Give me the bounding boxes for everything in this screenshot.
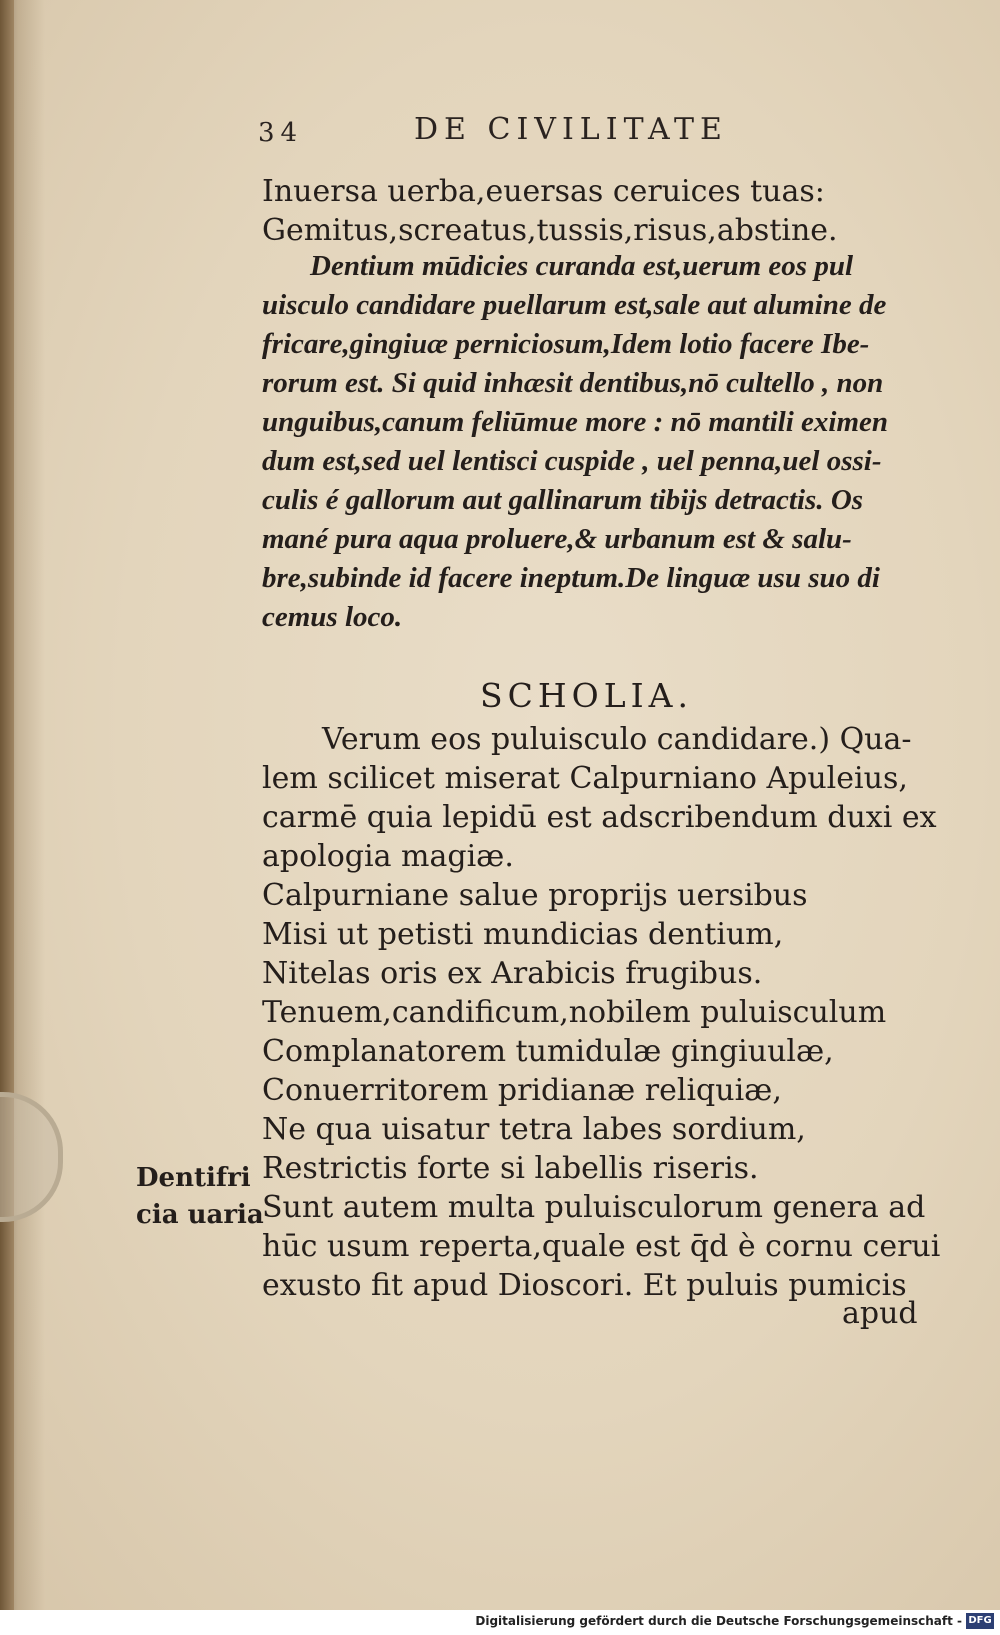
verse-line: Gemitus,screatus,tussis,risus,abstine. <box>262 213 838 248</box>
poem-line: Tenuem,candificum,nobilem puluisculum <box>262 995 887 1030</box>
margin-note-line: cia uaria <box>136 1200 264 1230</box>
footer-bar <box>0 1610 1000 1635</box>
scholia-line: Sunt autem multa puluisculorum genera ad <box>262 1190 926 1225</box>
margin-note-line: Dentifri <box>136 1163 251 1193</box>
dfg-logo: DFG <box>966 1613 994 1629</box>
running-title: DE CIVILITATE <box>414 112 728 147</box>
page-header <box>0 112 1000 152</box>
scholia-line: Verum eos puluisculo candidare.) Qua- <box>322 722 912 757</box>
poem-line: Restrictis forte si labellis riseris. <box>262 1151 759 1186</box>
main-paragraph <box>262 247 922 637</box>
margin-note <box>136 1160 264 1234</box>
paragraph-line: mané pura aqua proluere,& urbanum est & salu- <box>262 523 852 555</box>
paragraph-line: bre,subinde id facere ineptum.De linguæ usu suo di <box>262 562 880 594</box>
funding-credit: Digitalisierung gefördert durch die Deutsche Forschungsgemeinschaft - <box>475 1614 962 1628</box>
poem-line: Ne qua uisatur tetra labes sordium, <box>262 1112 806 1147</box>
catchword: apud <box>842 1296 918 1331</box>
scholia-line: exusto fit apud Dioscori. Et puluis pumicis <box>262 1268 907 1303</box>
scholia-line: hūc usum reperta,quale est q̄d è cornu cerui <box>262 1229 941 1264</box>
paragraph-line: rorum est. Si quid inhæsit dentibus,nō cultello , non <box>262 367 884 399</box>
paragraph-line: dum est,sed uel lentisci cuspide , uel penna,uel ossi- <box>262 445 882 477</box>
book-clasp <box>0 1092 63 1222</box>
paragraph-line: uisculo candidare puellarum est,sale aut alumine de <box>262 289 887 321</box>
page-gutter-edge <box>0 0 14 1610</box>
scholia-line: apologia magiæ. <box>262 839 514 874</box>
scholia-line: lem scilicet miserat Calpurniano Apuleius, <box>262 761 908 796</box>
poem-line: Complanatorem tumidulæ gingiuulæ, <box>262 1034 834 1069</box>
verse-line: Inuersa uerba,euersas ceruices tuas: <box>262 174 825 209</box>
poem-line: Nitelas oris ex Arabicis frugibus. <box>262 956 763 991</box>
paragraph-line: culis é gallorum aut gallinarum tibijs detractis. Os <box>262 484 864 516</box>
poem-line: Conuerritorem pridianæ reliquiæ, <box>262 1073 782 1108</box>
paragraph-line: cemus loco. <box>262 601 403 633</box>
poem-line: Misi ut petisti mundicias dentium, <box>262 917 784 952</box>
verse-top <box>262 172 922 250</box>
scholia-text <box>262 720 941 1305</box>
scholia-heading: SCHOLIA. <box>480 676 693 715</box>
page-number: 34 <box>258 118 304 148</box>
poem-line: Calpurniane salue proprijs uersibus <box>262 878 808 913</box>
scholia-line: carmē quia lepidū est adscribendum duxi ex <box>262 800 937 835</box>
paragraph-line: Dentium mūdicies curanda est,uerum eos pul <box>310 250 854 282</box>
paragraph-line: fricare,gingiuæ perniciosum,Idem lotio facere Ibe- <box>262 328 870 360</box>
paragraph-line: unguibus,canum feliūmue more : nō mantili eximen <box>262 406 889 438</box>
